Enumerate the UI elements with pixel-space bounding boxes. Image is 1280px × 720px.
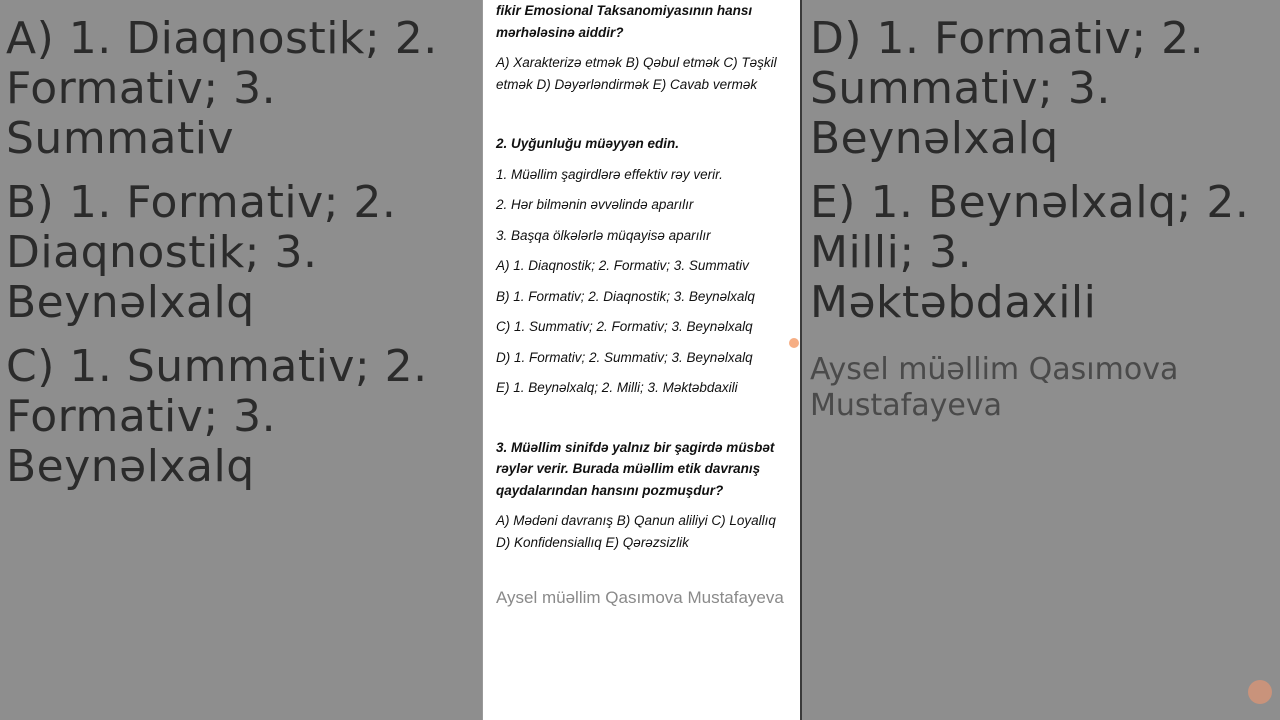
question-2-option: E) 1. Beynəlxalq; 2. Milli; 3. Məktəbdaxili bbox=[496, 380, 738, 395]
question-1-options: A) Xarakterizə etmək B) Qəbul etmək C) Təşkil etmək D) Dəyərləndirmək E) Cavab vermək bbox=[496, 55, 777, 92]
question-2-option: A) 1. Diaqnostik; 2. Formativ; 3. Summativ bbox=[496, 258, 749, 273]
question-2-option: C) 1. Summativ; 2. Formativ; 3. Beynəlxalq bbox=[496, 319, 753, 334]
document-content bbox=[496, 0, 788, 609]
watermark: Aysel müəllim Qasımova Mustafayeva bbox=[496, 588, 784, 607]
bg-text-line: D) 1. Formativ; 2. Summativ; 3. Beynəlxalq bbox=[810, 13, 1205, 164]
question-2-title: 2. Uyğunluğu müəyyən edin. bbox=[496, 136, 680, 151]
bg-text-line: C) 1. Summativ; 2. Formativ; 3. Beynəlxalq bbox=[6, 341, 428, 492]
question-2-option: B) 1. Formativ; 2. Diaqnostik; 3. Beynəlxalq bbox=[496, 288, 755, 304]
question-1-text: fikir Emosional Taksanomiyasının hansı mərhələsinə aiddir? bbox=[496, 3, 753, 40]
bg-text-line: B) 1. Formativ; 2. Diaqnostik; 3. Beynəlxalq bbox=[6, 177, 397, 328]
bg-text-line: A) 1. Diaqnostik; 2. Formativ; 3. Summativ bbox=[6, 13, 438, 164]
question-2-option: D) 1. Formativ; 2. Summativ; 3. Beynəlxalq bbox=[496, 349, 753, 365]
question-2-item: 3. Başqa ölkələrlə müqayisə aparılır bbox=[496, 227, 711, 243]
cursor-dot bbox=[789, 338, 799, 348]
document-page bbox=[482, 0, 802, 720]
bg-left-column bbox=[6, 14, 476, 492]
question-2-item: 2. Hər bilmənin əvvəlində aparılır bbox=[496, 197, 694, 212]
bg-right-column bbox=[810, 14, 1272, 424]
question-3-options: A) Mədəni davranış B) Qanun aliliyi C) Loyallıq D) Konfidensiallıq E) Qərəzsizlik bbox=[496, 513, 776, 550]
question-2-item: 1. Müəllim şagirdlərə effektiv rəy verir. bbox=[496, 166, 723, 182]
bg-watermark: Aysel müəllim Qasımova Mustafayeva bbox=[810, 352, 1179, 423]
question-3-text: 3. Müəllim sinifdə yalnız bir şagirdə müsbət rəylər verir. Burada müəllim etik davranış qaydalarından hansını pozmuşdur? bbox=[496, 439, 775, 498]
bg-cursor-dot bbox=[1248, 680, 1272, 704]
bg-text-line: E) 1. Beynəlxalq; 2. Milli; 3. Məktəbdaxili bbox=[810, 177, 1250, 328]
